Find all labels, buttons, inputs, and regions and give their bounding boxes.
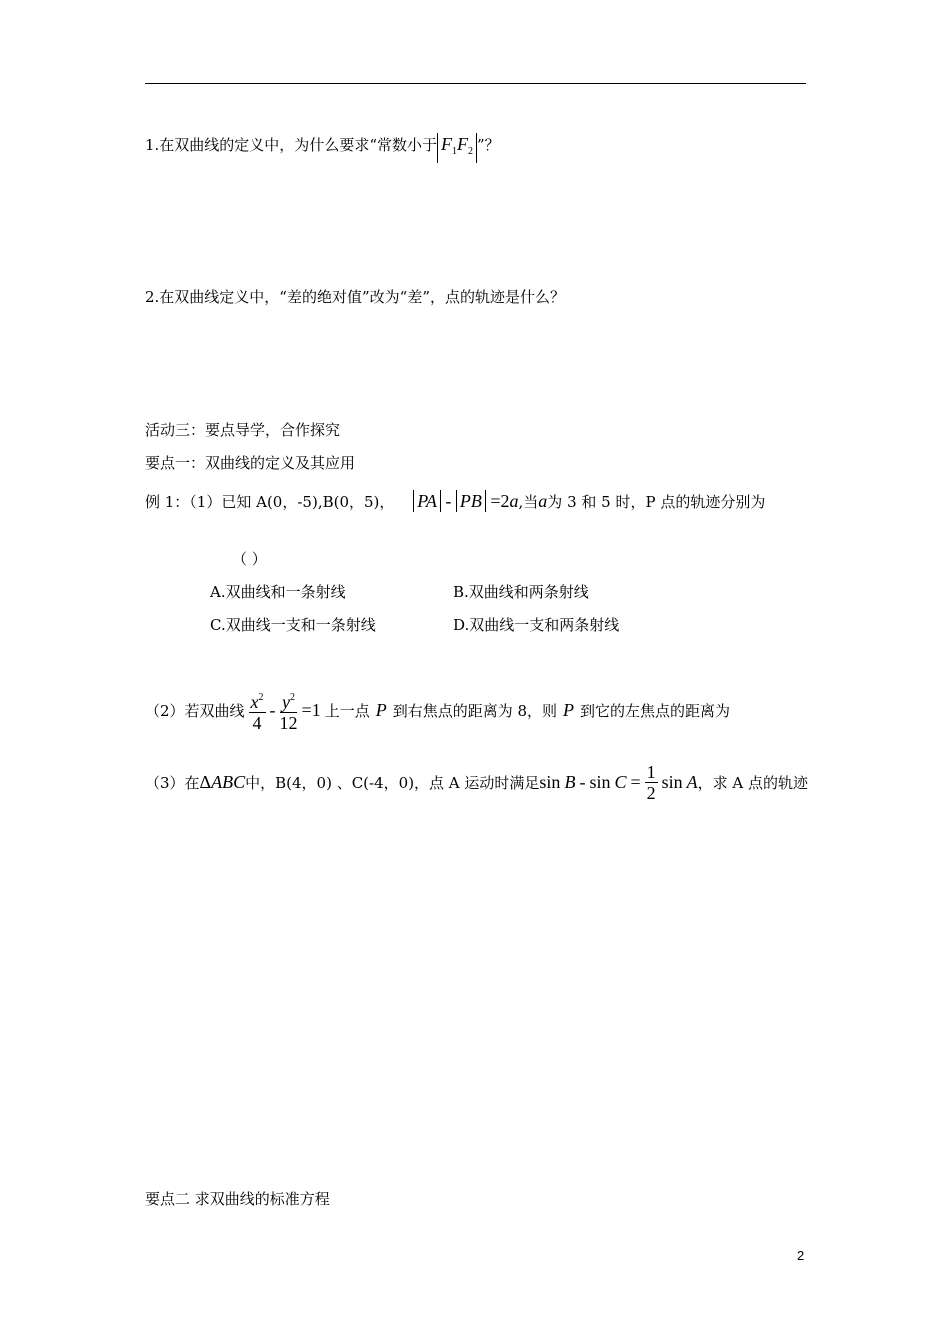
example-1-mid: ,当 [518,493,539,511]
option-a: A.双曲线和一条射线 [210,583,346,601]
point-1-heading: 要点一：双曲线的定义及其应用 [145,454,356,472]
a-variable: a [538,491,548,511]
sine-condition: sin B - sin C = $\frac{1}{2}$ sin A [539,762,698,803]
page-number: 2 [797,1248,805,1263]
example-1-tail: 为 3 和 5 时，P 点的轨迹分别为 [547,493,766,511]
example-3-tail: ，求 A 点的轨迹 [697,774,809,792]
example-3-mid: 中，B(4，0) 、C(-4，0)，点 A 运动时满足 [245,774,540,792]
question-1 [145,133,500,163]
option-d: D.双曲线一支和两条射线 [453,616,620,634]
p-variable-2: P [563,700,575,720]
activity-3-heading: 活动三：要点导学，合作探究 [145,421,341,439]
hyperbola-equation: $\frac{x^2}{4}$ - $\frac{y^2}{12}$ =1 [249,688,321,733]
example-2-mid1: 上一点 [324,702,370,720]
example-1-part-2 [145,688,730,733]
p-variable: P [375,700,387,720]
question-1-text: 1.在双曲线的定义中，为什么要求“常数小于 [145,136,437,154]
example-2-tail: 到它的左焦点的距离为 [580,702,731,720]
example-1-lead: 例 1：（1）已知 A(0，-5),B(0，5)， [145,493,395,511]
option-c: C.双曲线一支和一条射线 [210,616,376,634]
header-rule [145,83,806,84]
example-2-lead: （2）若双曲线 [145,702,245,720]
option-b: B.双曲线和两条射线 [453,583,589,601]
pa-pb-formula: PA - PB =2a [413,491,518,511]
triangle-abc: ΔABC [199,772,246,792]
example-3-lead: （3）在 [145,774,200,792]
point-2-heading: 要点二 求双曲线的标准方程 [145,1190,330,1208]
answer-blank: （ ） [232,550,267,568]
example-1-part-1 [145,490,765,512]
question-1-tail: ”？ [476,136,500,154]
example-2-mid2: 到右焦点的距离为 8，则 [392,702,558,720]
question-2: 2.在双曲线定义中，“差的绝对值”改为“差”，点的轨迹是什么？ [145,288,565,306]
f1f2-formula: $F_1F_2$ [437,133,477,163]
example-1-part-3 [145,762,808,803]
